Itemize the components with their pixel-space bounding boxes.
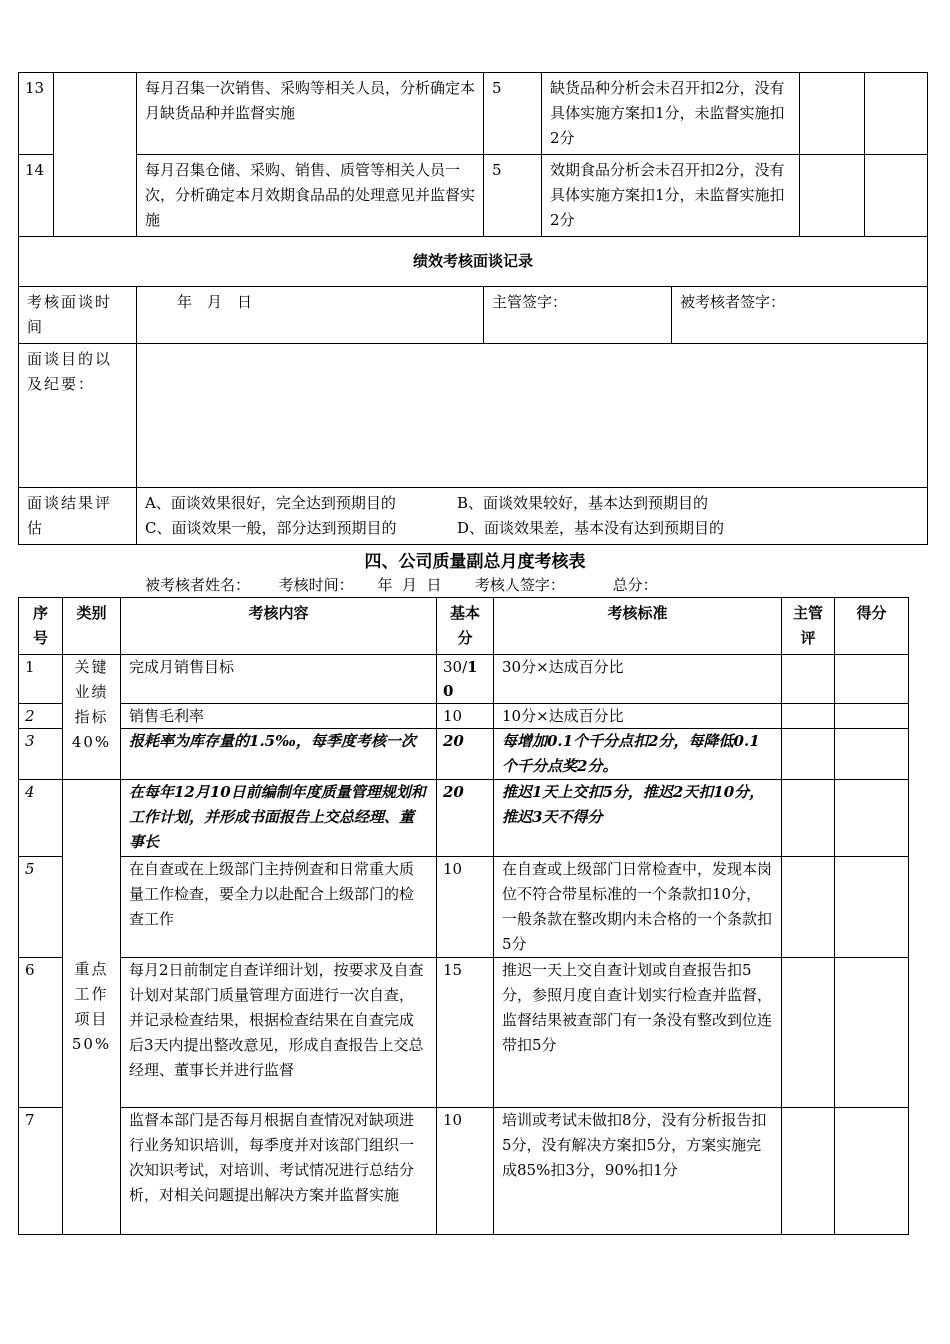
row-content: 在每年12月10日前编制年度质量管理规划和工作计划，并形成书面报告上交总经理、董事长 — [121, 780, 437, 857]
interview-purpose-label: 面谈目的以及纪要： — [19, 344, 137, 488]
result-cell — [865, 73, 928, 155]
header-row — [19, 598, 909, 655]
table-row — [19, 1108, 909, 1235]
row-no: 13 — [19, 73, 54, 155]
interview-purpose-value — [137, 344, 928, 488]
interview-result-label: 面谈结果评估 — [19, 488, 137, 545]
row-score: 5 — [484, 73, 542, 155]
row-no: 14 — [19, 155, 54, 237]
interview-result-options — [137, 488, 928, 545]
supervisor-cell — [782, 780, 835, 857]
table-row — [19, 655, 909, 704]
row-standard: 推迟1天上交扣5分，推迟2天扣10分，推迟3天不得分 — [494, 780, 782, 857]
row-no: 4 — [19, 780, 63, 857]
result-option-b: B、面谈效果较好，基本达到预期目的 — [457, 494, 709, 512]
assessee-signature: 被考核者签字： — [672, 287, 928, 344]
assessment-meta: 被考核者姓名： 考核时间： 年 月 日 考核人签字： 总分： — [145, 576, 658, 594]
row-score: 20 — [437, 780, 494, 857]
interview-time-value: 年 月 日 — [137, 287, 484, 344]
row-no: 3 — [19, 729, 63, 780]
assessment-table — [18, 597, 909, 1235]
supervisor-cell — [782, 958, 835, 1108]
supervisor-cell — [782, 857, 835, 958]
row-content: 在自查或在上级部门主持例查和日常重大质量工作检查，要全力以赴配合上级部门的检查工作 — [121, 857, 437, 958]
result-cell — [835, 780, 909, 857]
supervisor-signature: 主管签字： — [484, 287, 672, 344]
header-no: 序号 — [19, 598, 63, 655]
row-standard: 30分×达成百分比 — [494, 655, 782, 704]
row-no: 5 — [19, 857, 63, 958]
row-content: 完成月销售目标 — [121, 655, 437, 704]
row-score: 20 — [437, 729, 494, 780]
result-cell — [835, 729, 909, 780]
header-content: 考核内容 — [121, 598, 437, 655]
result-cell — [835, 857, 909, 958]
result-option-d: D、面谈效果差，基本没有达到预期目的 — [457, 519, 725, 537]
row-content: 每月2日前制定自查详细计划，按要求及自查计划对某部门质量管理方面进行一次自查，并记录检查结果，根据检查结果在自查完成后3天内提出整改意见，形成自查报告上交总经理、董事长并进行监督 — [121, 958, 437, 1108]
supervisor-cell — [782, 729, 835, 780]
header-standard: 考核标准 — [494, 598, 782, 655]
supervisor-cell — [800, 73, 865, 155]
interview-time-label: 考核面谈时间 — [19, 287, 137, 344]
interview-table — [18, 72, 928, 545]
row-standard: 缺货品种分析会未召开扣2分，没有具体实施方案扣1分，未监督实施扣2分 — [542, 73, 800, 155]
row-score: 5 — [484, 155, 542, 237]
section-title: 四、公司质量副总月度考核表 — [364, 552, 586, 572]
header-supervisor: 主管评 — [782, 598, 835, 655]
row-standard: 在自查或上级部门日常检查中，发现本岗位不符合带星标准的一个条款扣10分，一般条款在整改期内未合格的一个条款扣5分 — [494, 857, 782, 958]
header-score: 基本分 — [437, 598, 494, 655]
result-cell — [835, 1108, 909, 1235]
row-score: 10 — [437, 1108, 494, 1235]
result-cell — [835, 655, 909, 704]
result-cell — [835, 704, 909, 729]
row-no: 7 — [19, 1108, 63, 1235]
table-row — [19, 958, 909, 1108]
result-cell — [865, 155, 928, 237]
table-row — [19, 857, 909, 958]
supervisor-cell — [782, 655, 835, 704]
row-content: 报耗率为库存量的1.5‰，每季度考核一次 — [121, 729, 437, 780]
table-row — [19, 704, 909, 729]
table-row — [19, 729, 909, 780]
row-score: 10 — [437, 857, 494, 958]
table-row — [19, 73, 928, 155]
row-standard: 效期食品分析会未召开扣2分，没有具体实施方案扣1分，未监督实施扣2分 — [542, 155, 800, 237]
row-standard: 推迟一天上交自查计划或自查报告扣5分，参照月度自查计划实行检查并监督，监督结果被查部门有一条没有整改到位连带扣5分 — [494, 958, 782, 1108]
row-no: 6 — [19, 958, 63, 1108]
row-content: 监督本部门是否每月根据自查情况对缺项进行业务知识培训，每季度并对该部门组织一次知识考试，对培训、考试情况进行总结分析，对相关问题提出解决方案并监督实施 — [121, 1108, 437, 1235]
row-no: 1 — [19, 655, 63, 704]
row-score: 30/10 — [437, 655, 494, 704]
supervisor-cell — [782, 704, 835, 729]
supervisor-cell — [800, 155, 865, 237]
header-category: 类别 — [63, 598, 121, 655]
row-content: 销售毛利率 — [121, 704, 437, 729]
category-focus-work: 重点工作项目50% — [63, 780, 121, 1235]
result-option-c: C、面谈效果一般，部分达到预期目的 — [145, 519, 397, 537]
row-standard: 培训或考试未做扣8分，没有分析报告扣5分，没有解决方案扣5分，方案实施完成85%扣3分，90%扣1分 — [494, 1108, 782, 1235]
row-standard: 每增加0.1个千分点扣2分，每降低0.1个千分点奖2分。 — [494, 729, 782, 780]
header-result: 得分 — [835, 598, 909, 655]
table-row — [19, 155, 928, 237]
category-key-performance: 关键业绩指标40% — [63, 655, 121, 780]
result-cell — [835, 958, 909, 1108]
row-content: 每月召集一次销售、采购等相关人员，分析确定本月缺货品种并监督实施 — [137, 73, 484, 155]
result-option-a: A、面谈效果很好，完全达到预期目的 — [145, 494, 396, 512]
row-content: 每月召集仓储、采购、销售、质管等相关人员一次，分析确定本月效期食品品的处理意见并监督实施 — [137, 155, 484, 237]
table-row — [19, 780, 909, 857]
row-no: 2 — [19, 704, 63, 729]
interview-title: 绩效考核面谈记录 — [19, 237, 928, 287]
row-score: 15 — [437, 958, 494, 1108]
supervisor-cell — [782, 1108, 835, 1235]
row-score: 10 — [437, 704, 494, 729]
category-cell — [54, 73, 137, 237]
row-standard: 10分×达成百分比 — [494, 704, 782, 729]
